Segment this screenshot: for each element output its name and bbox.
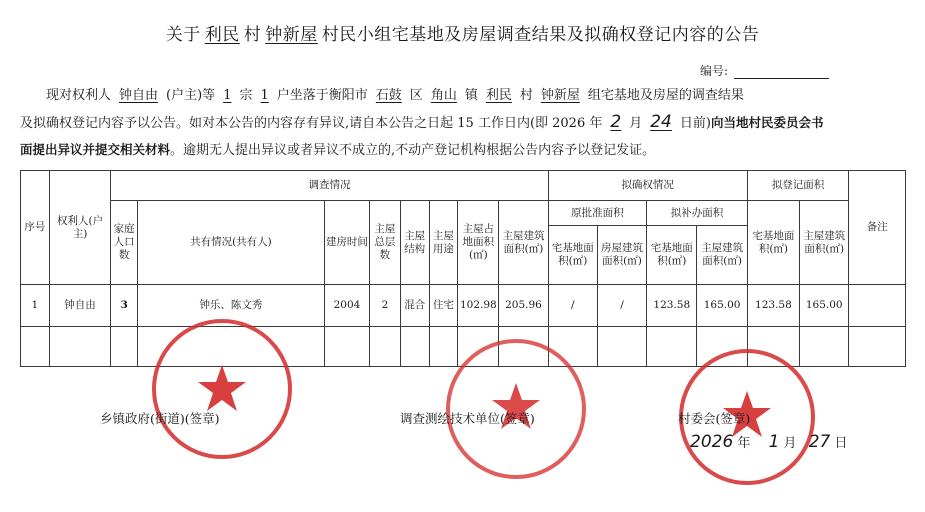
cell-family: 3 (111, 285, 138, 327)
cell-remark (849, 285, 906, 327)
notice-line-1 (20, 82, 910, 109)
header-homestead-area: 宅基地面积(㎡) (548, 226, 597, 285)
notice-count-zong: 1 (223, 88, 232, 103)
cell-holder: 钟自由 (49, 285, 111, 327)
header-land-area: 主屋占地面积(㎡) (458, 201, 499, 285)
notice-text: 及拟确权登记内容予以公告。如对本公告的内容存有异议,请自本公告之日起 15 工作日内(即 2026 年 (20, 116, 603, 131)
header-supplement: 拟补办面积 (647, 201, 748, 226)
notice-bold: 面提出异议并提交相关材料 (20, 142, 171, 157)
notice-deadline-month: 2 (610, 112, 622, 132)
sign-date-year: 2026 (690, 432, 734, 452)
page-title (0, 20, 925, 45)
doc-number (700, 62, 829, 79)
cell-sup-house: 165.00 (697, 285, 747, 327)
notice-text: 区 (409, 88, 423, 103)
header-floors: 主屋总层数 (370, 201, 401, 285)
notice-town: 角山 (430, 88, 457, 103)
header-survey: 调查情况 (111, 171, 548, 201)
header-proposed: 拟确权情况 (548, 171, 747, 201)
header-register: 拟登记面积 (747, 171, 849, 201)
village-committee-signature: 村委会(签章) (678, 411, 751, 426)
header-seq: 序号 (21, 171, 50, 285)
cell-structure: 混合 (400, 285, 429, 327)
cell-coowners: 钟乐、陈文秀 (138, 285, 325, 327)
cell-build-year: 2004 (324, 285, 369, 327)
town-government-signature: 乡镇政府(街道)(签章) (100, 411, 220, 426)
town-government-seal-icon (150, 317, 294, 461)
notice-text: 月 (629, 116, 643, 131)
sign-date-day: 27 (808, 432, 831, 452)
header-remark: 备注 (849, 171, 906, 285)
header-usage: 主屋用途 (429, 201, 458, 285)
notice-count-hu: 1 (260, 88, 269, 103)
notice-district: 石鼓 (375, 88, 402, 103)
notice-text: 镇 (464, 88, 478, 103)
header-reg-house: 主屋建筑面积(㎡) (800, 201, 849, 285)
notice-text: 户坐落于衡阳市 (276, 88, 368, 103)
cell-approved-homestead: / (548, 285, 597, 327)
notice-text: 。逾期无人提出异议或者异议不成立的,不动产登记机构根据公告内容予以登记发证。 (170, 143, 656, 158)
notice-holder: 钟自由 (119, 88, 159, 103)
cell-reg-house: 165.00 (800, 285, 849, 327)
title-prefix: 关于 (165, 25, 201, 45)
header-structure: 主屋结构 (400, 201, 429, 285)
header-family: 家庭人口数 (111, 201, 138, 285)
cell-reg-homestead: 123.58 (747, 285, 799, 327)
title-group: 钟新屋 (265, 25, 318, 45)
notice-text: (户主)等 (166, 88, 216, 103)
cell-sup-homestead: 123.58 (647, 285, 697, 327)
cell-land-area: 102.98 (458, 285, 499, 327)
cell-approved-house: / (597, 285, 646, 327)
notice-text: 组宅基地及房屋的调查结果 (587, 88, 744, 103)
sign-date-month: 1 (768, 432, 780, 452)
notice-deadline-day: 24 (650, 112, 672, 132)
doc-number-label: 编号: (700, 64, 729, 78)
header-floor-area: 主屋建筑面积(㎡) (499, 201, 548, 285)
cell-floors: 2 (370, 285, 401, 327)
doc-number-blank (734, 66, 829, 79)
notice-text: 日前) (679, 116, 711, 131)
header-reg-homestead: 宅基地面积(㎡) (747, 201, 799, 285)
sign-date (690, 432, 847, 452)
header-holder: 权利人(户主) (49, 171, 111, 285)
notice-line-2 (20, 109, 910, 137)
notice-bold: 向当地村民委员会书 (710, 115, 824, 130)
header-house-area: 房屋建筑面积(㎡) (597, 226, 646, 285)
notice-line-3 (20, 136, 910, 164)
cell-usage: 住宅 (429, 285, 458, 327)
cell-floor-area: 205.96 (499, 285, 548, 327)
title-village: 利民 (204, 25, 240, 45)
sign-date-day-label: 日 (834, 436, 848, 451)
notice-group: 钟新屋 (540, 88, 580, 103)
title-village-suffix: 村 (243, 25, 262, 45)
header-sup-house: 主屋建筑面积(㎡) (697, 226, 747, 285)
header-coowners: 共有情况(共有人) (138, 201, 325, 285)
notice-village: 利民 (485, 88, 512, 103)
header-sup-homestead: 宅基地面积(㎡) (647, 226, 697, 285)
notice-text: 宗 (239, 88, 253, 103)
notice-text: 现对权利人 (46, 88, 112, 103)
sign-date-month-label: 月 (783, 436, 797, 451)
header-approved: 原批准面积 (548, 201, 647, 226)
title-suffix: 村民小组宅基地及房屋调查结果及拟确权登记内容的公告 (321, 25, 760, 45)
cell-seq: 1 (21, 285, 50, 327)
sign-date-year-label: 年 (737, 436, 751, 451)
header-build-year: 建房时间 (324, 201, 369, 285)
survey-unit-signature: 调查测绘技术单位(签章) (400, 411, 535, 426)
notice-text: 村 (519, 88, 533, 103)
